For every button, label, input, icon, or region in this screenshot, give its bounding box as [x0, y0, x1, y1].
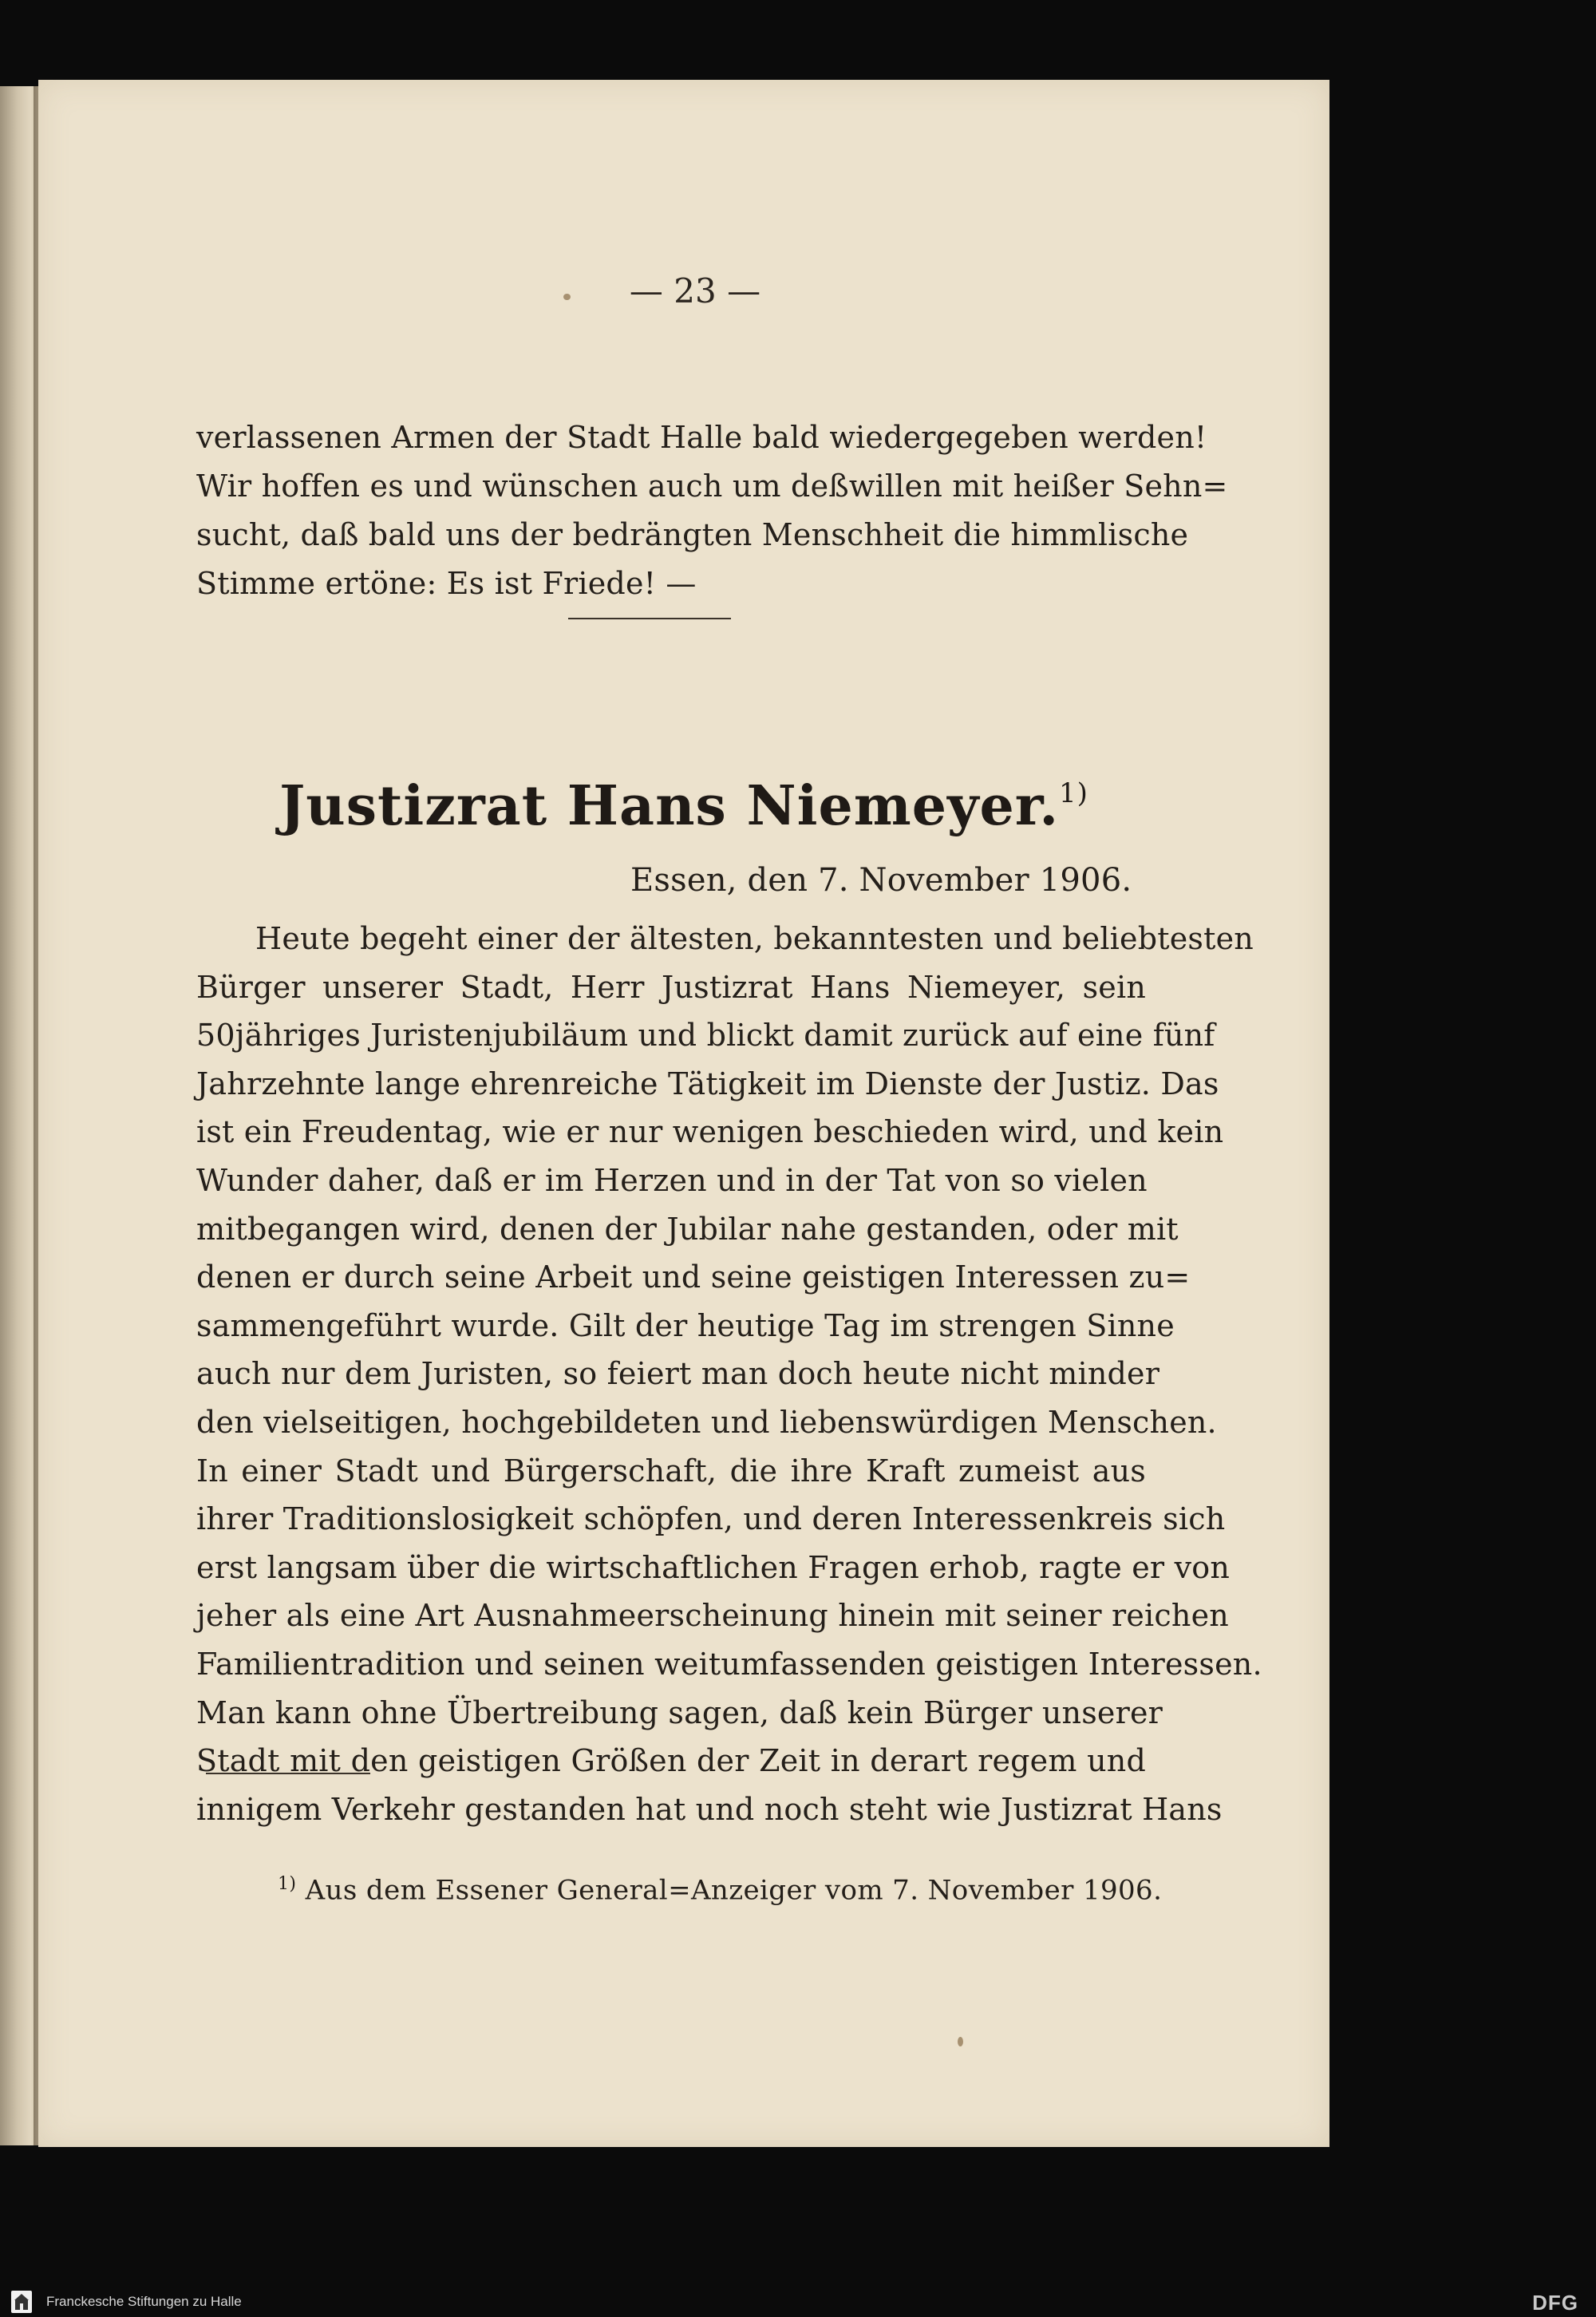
text-line: Stimme ertöne: Es ist Friede! —	[196, 566, 697, 601]
text-line: verlassenen Armen der Stadt Halle bald wiedergegeben werden!	[196, 420, 1207, 455]
book-left-edge	[0, 86, 38, 2145]
page-number: — 23 —	[629, 271, 761, 310]
previous-text-block	[196, 413, 1228, 608]
text-line: Wunder daher, daß er im Herzen und in der Tat von so vielen	[196, 1162, 1148, 1198]
text-line: Man kann ohne Übertreibung sagen, daß kein Bürger unserer	[196, 1694, 1163, 1730]
footnote	[278, 1874, 1162, 1906]
text-line: erst langsam über die wirtschaftlichen Fragen erhob, ragte er von	[196, 1549, 1230, 1585]
text-line: Wir hoffen es und wünschen auch um deßwillen mit heißer Sehn=	[196, 469, 1228, 504]
footnote-divider	[206, 1773, 370, 1774]
scanned-page	[38, 80, 1329, 2147]
text-line: innigem Verkehr gestanden hat und noch steht wie Justizrat Hans	[196, 1791, 1223, 1827]
section-divider	[568, 618, 731, 619]
text-line: ihrer Traditionslosigkeit schöpfen, und deren Interessenkreis sich	[196, 1501, 1226, 1537]
text-line: Bürger unserer Stadt, Herr Justizrat Hans Niemeyer, sein	[196, 969, 1146, 1005]
institution-logo-icon[interactable]	[11, 2291, 32, 2313]
text-line: sucht, daß bald uns der bedrängten Menschheit die himmlische	[196, 517, 1189, 552]
text-line: In einer Stadt und Bürgerschaft, die ihre Kraft zumeist aus	[196, 1453, 1146, 1489]
article-title-text: Justizrat Hans Niemeyer.	[279, 774, 1060, 838]
text-line: Jahrzehnte lange ehrenreiche Tätigkeit im Dienste der Justiz. Das	[196, 1066, 1219, 1101]
text-line: Heute begeht einer der ältesten, bekanntesten und beliebtesten	[255, 921, 1254, 956]
text-line: Familientradition und seinen weitumfassenden geistigen Interessen.	[196, 1646, 1262, 1682]
text-line: jeher als eine Art Ausnahmeerscheinung hinein mit seiner reichen	[196, 1598, 1229, 1634]
text-line: sammengeführt wurde. Gilt der heutige Tag im strengen Sinne	[196, 1307, 1175, 1343]
dfg-logo: DFG	[1532, 2291, 1578, 2315]
paper-spot	[563, 294, 571, 300]
dateline: Essen, den 7. November 1906.	[630, 862, 1132, 899]
text-line: den vielseitigen, hochgebildeten und liebenswürdigen Menschen.	[196, 1404, 1217, 1440]
article-title	[38, 774, 1329, 838]
text-line: Stadt mit den geistigen Größen der Zeit in derart regem und	[196, 1743, 1146, 1779]
footnote-marker: 1)	[278, 1874, 297, 1894]
text-line: ist ein Freudentag, wie er nur wenigen beschieden wird, und kein	[196, 1114, 1224, 1150]
text-line: auch nur dem Juristen, so feiert man doch heute nicht minder	[196, 1356, 1160, 1392]
footnote-text: Aus dem Essener General=Anzeiger vom 7. November 1906.	[305, 1874, 1163, 1907]
text-line: mitbegangen wird, denen der Jubilar nahe gestanden, oder mit	[196, 1211, 1179, 1247]
viewer-footer	[0, 2287, 1596, 2317]
title-footnote-marker: 1)	[1059, 777, 1088, 809]
text-line: denen er durch seine Arbeit und seine geistigen Interessen zu=	[196, 1259, 1191, 1295]
paper-spot	[958, 2037, 963, 2046]
institution-name[interactable]: Franckesche Stiftungen zu Halle	[46, 2294, 242, 2309]
article-body	[196, 915, 1262, 1833]
text-line: 50jähriges Juristenjubiläum und blickt damit zurück auf eine fünf	[196, 1018, 1215, 1054]
